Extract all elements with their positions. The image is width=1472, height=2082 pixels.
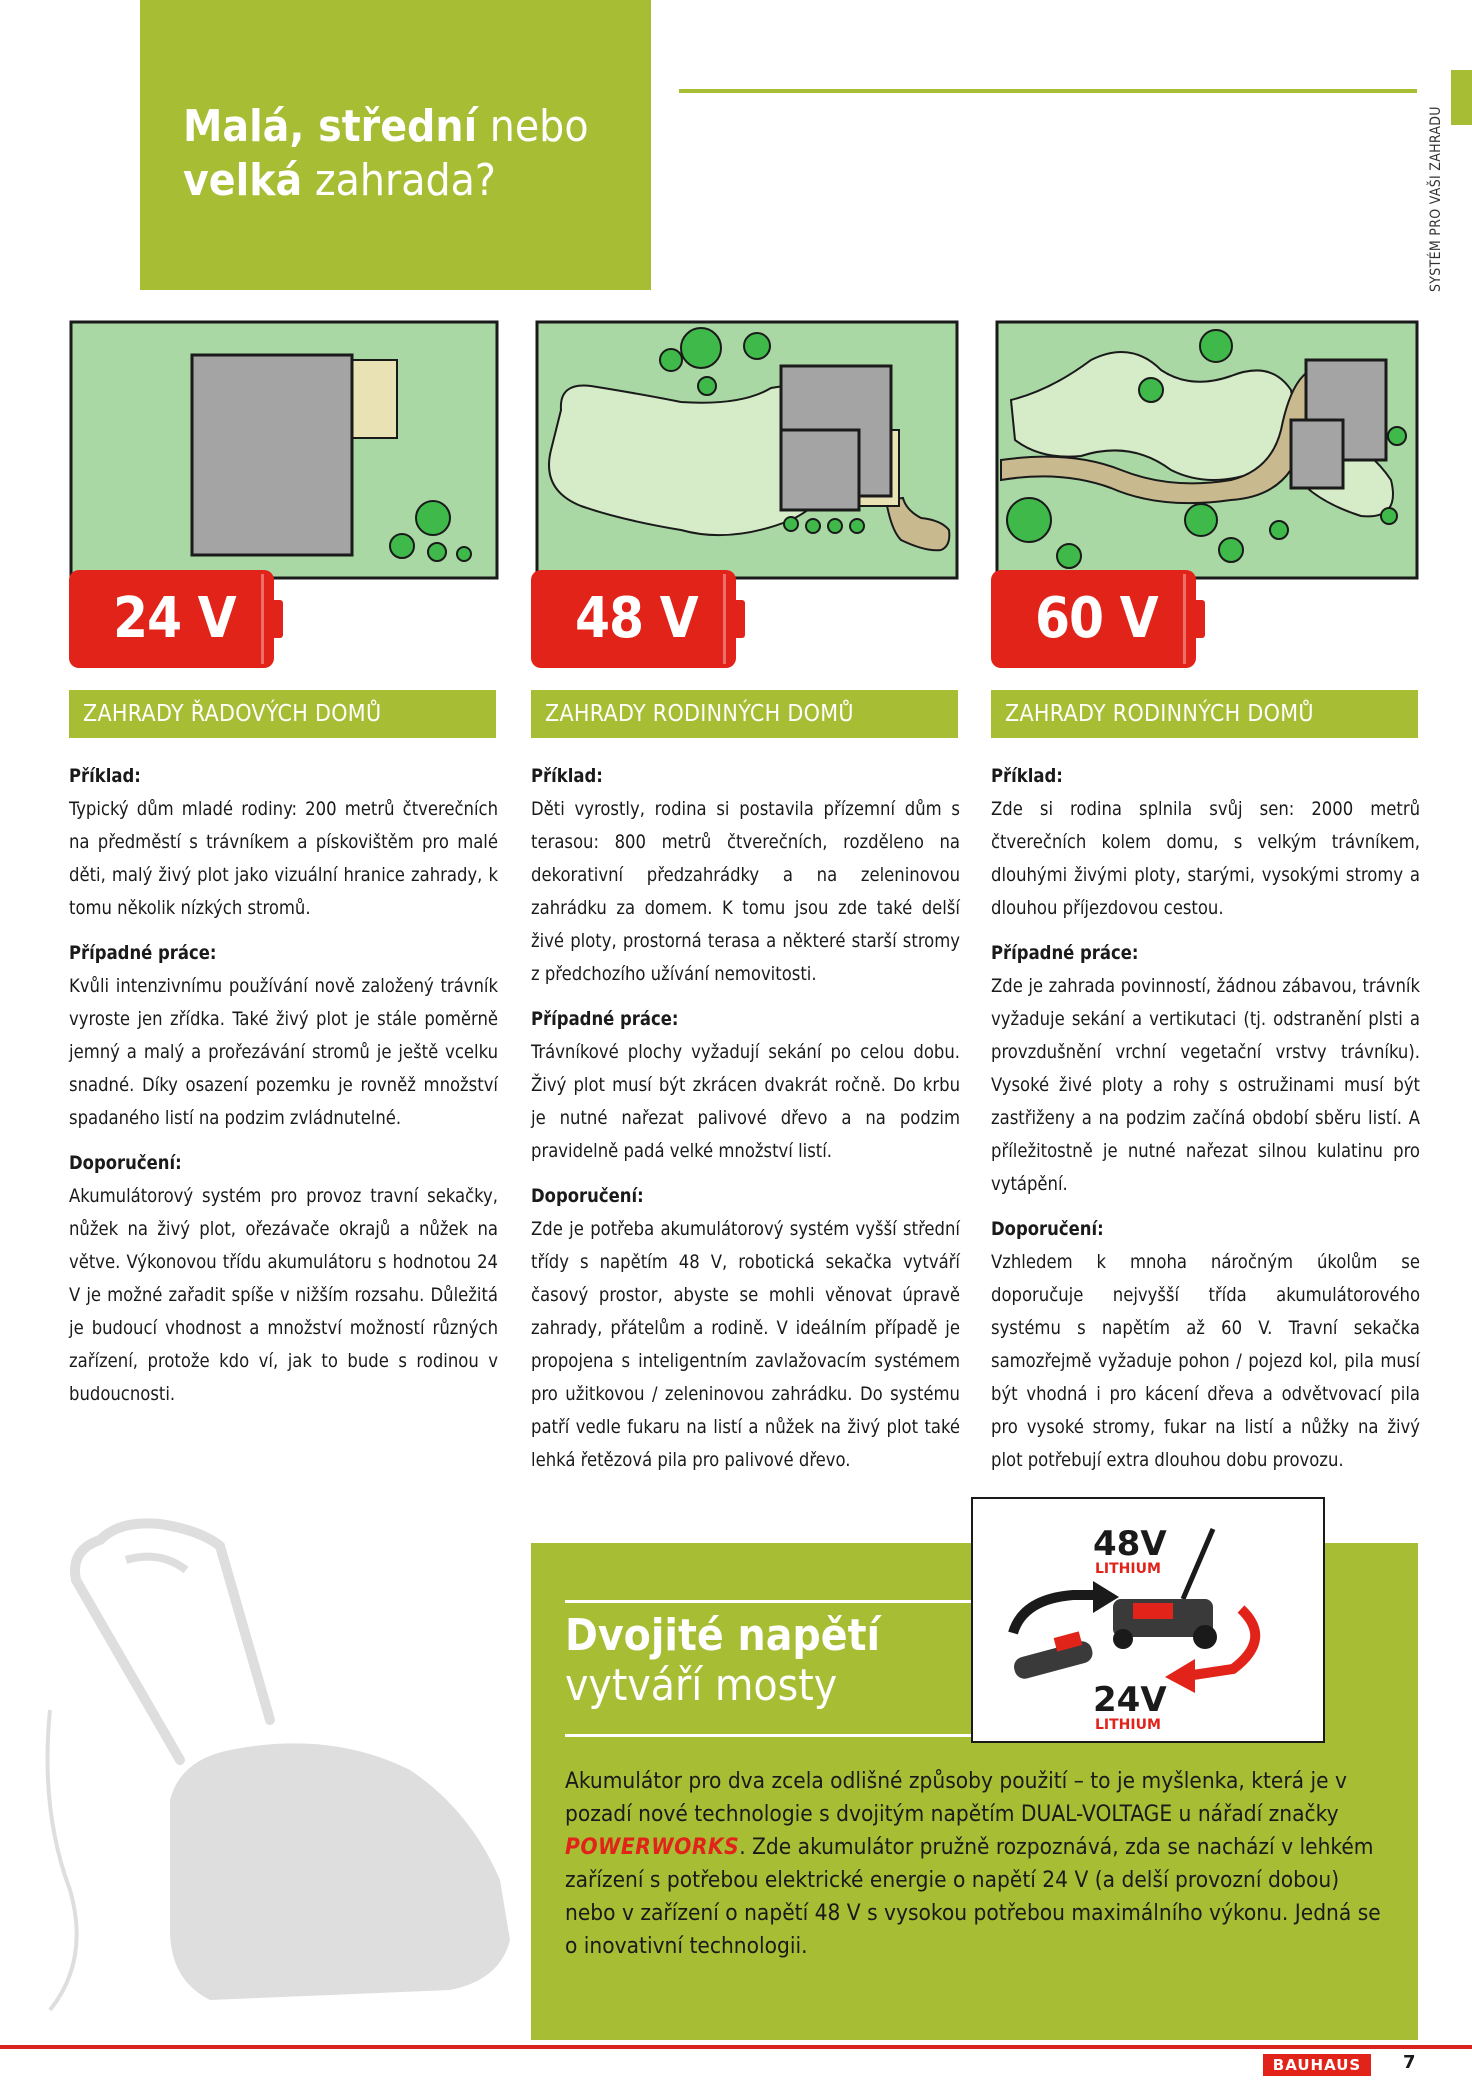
dual-voltage-text-after: . Zde akumulátor pružně rozpoznává, zda se nachází v lehkém zařízení s potřebou elektrické energie o napětí 24 V (a delší provozní dobou) nebo v zařízení o napětí 48 V s vysokou potřebou maximálního výkonu. Jedná se o inovativní technologii. [565,1834,1381,1959]
battery-badge-48v [531,570,745,668]
lawn-mower-silhouette-icon [30,1510,530,2020]
dual-voltage-title-light: vytváří mosty [565,1660,838,1711]
page-title [183,100,589,208]
label-24v: 24V [1093,1680,1167,1720]
panel-divider-top [565,1600,988,1603]
recommendation-label: Doporučení: [991,1219,1104,1240]
panel-divider-bottom [565,1734,988,1737]
example-label: Příklad: [991,766,1063,787]
garden-plan-small-icon [69,320,499,580]
powerworks-brand: POWERWORKS [565,1834,740,1860]
garden-plan-medium-icon [531,320,961,580]
example-text: Děti vyrostly, rodina si postavila přízemní dům s terasou: 800 metrů čtverečních, rozděleno na dekorativní předzahrádky a na zeleninovou zahrádku za domem. K tomu jsou zde také delší živé ploty, prostorná terasa a některé starší stromy z předchozího užívání nemovitosti. [531,799,960,985]
label-48v-sub: LITHIUM [1095,1561,1161,1577]
column-heading: ZAHRADY ŘADOVÝCH DOMŮ [69,690,496,738]
example-text: Zde si rodina splnila svůj sen: 2000 metrů čtverečních kolem domu, s velkým trávníkem, dlouhými živými ploty, starými, vysokými stromy a dlouhou příjezdovou cestou. [991,799,1420,919]
battery-badge-24v [69,570,283,668]
voltage-label: 24 V [113,586,236,651]
label-24v-sub: LITHIUM [1095,1717,1161,1733]
bauhaus-logo: BAUHAUS [1263,2054,1371,2076]
column-heading: ZAHRADY RODINNÝCH DOMŮ [991,690,1418,738]
dual-voltage-title [565,1611,880,1711]
mower-blower-illustration-icon [973,1499,1323,1741]
column-body [69,760,498,1423]
recommendation-text: Akumulátorový systém pro provoz travní sekačky, nůžek na živý plot, ořezávače okrajů a nůžek na větve. Výkonovou třídu akumulátoru s hodnotou 24 V je možné zařadit spíše v nižším rozsahu. Důležitá je budoucí vhodnost a množství možností různých zařízení, protože kdo ví, jak to bude s rodinou v budoucnosti. [69,1186,498,1405]
work-text: Kvůli intenzivnímu používání nově založený trávník vyroste jen zřídka. Také živý plot je stále poměrně jemný a malý a prořezávání stromů je ještě vcelku snadné. Díky osazení pozemku je rovněž množství spadaného listí na podzim zvládnutelné. [69,976,498,1129]
title-line1-light: nebo [477,101,589,152]
title-box [140,0,651,290]
garden-plan-large-icon [991,320,1421,580]
battery-badge-60v [991,570,1205,668]
example-label: Příklad: [531,766,603,787]
recommendation-text: Zde je potřeba akumulátorový systém vyšší střední třídy s napětím 48 V, robotická sekačka vytváří časový prostor, abyste se mohli věnovat úpravě zahrady, přátelům a rodině. V ideálním případě je propojena s inteligentním zavlažovacím systémem pro užitkovou / zeleninovou zahrádku. Do systému patří vedle fukaru na listí a nůžek na živý plot také lehká řetězová pila pro palivové dřevo. [531,1219,960,1471]
recommendation-label: Doporučení: [69,1153,182,1174]
column-body [531,760,960,1489]
column-heading: ZAHRADY RODINNÝCH DOMŮ [531,690,958,738]
recommendation-label: Doporučení: [531,1186,644,1207]
voltage-label: 48 V [575,586,698,651]
side-tab-marker [1451,70,1472,125]
title-line2-light: zahrada? [302,155,496,206]
dual-voltage-illustration [971,1497,1325,1743]
title-divider [679,89,1417,93]
recommendation-text: Vzhledem k mnoha náročným úkolům se doporučuje nejvyšší třída akumulátorového systému s napětím až 60 V. Travní sekačka samozřejmě vyžaduje pohon / pojezd kol, pila musí být vhodná i pro kácení dřeva a odvětvovací pila pro vysoké stromy, fukar na listí a nůžky na živý plot potřebují extra dlouhou dobu provozu. [991,1252,1420,1471]
side-section-label: SYSTÉM PRO VAŠI ZAHRADU [1428,106,1444,292]
footer-rule [0,2045,1472,2049]
title-line2-bold: velká [183,155,303,206]
dual-voltage-text [565,1765,1385,1963]
title-line1-bold: Malá, střední [183,101,478,152]
work-label: Případné práce: [69,943,217,964]
work-label: Případné práce: [991,943,1139,964]
label-48v: 48V [1093,1524,1167,1564]
voltage-label: 60 V [1035,586,1158,651]
column-body [991,760,1420,1489]
work-text: Trávníkové plochy vyžadují sekání po celou dobu. Živý plot musí být zkrácen dvakrát ročně. Do krbu je nutné nařezat palivové dřevo a na podzim pravidelně padá velké množství listí. [531,1042,960,1162]
dual-voltage-title-bold: Dvojité napětí [565,1610,881,1661]
work-label: Případné práce: [531,1009,679,1030]
page-number: 7 [1403,2052,1416,2073]
example-text: Typický dům mladé rodiny: 200 metrů čtverečních na předměstí s trávníkem a pískovištěm pro malé děti, malý živý plot jako vizuální hranice zahrady, k tomu několik nízkých stromů. [69,799,498,919]
example-label: Příklad: [69,766,141,787]
work-text: Zde je zahrada povinností, žádnou zábavou, trávník vyžaduje sekání a vertikutaci (tj. odstranění plsti a provzdušnění vrchní vegetační vrstvy trávníku). Vysoké živé ploty a rohy s ostružinami musí být zastřiženy a na podzim začíná období sběru listí. A příležitostně je nutné nařezat silnou kulatinu pro vytápění. [991,976,1420,1195]
dual-voltage-text-before: Akumulátor pro dva zcela odlišné způsoby použití – to je myšlenka, která je v pozadí nové technologie s dvojitým napětím DUAL-VOLTAGE u nářadí značky [565,1768,1347,1827]
